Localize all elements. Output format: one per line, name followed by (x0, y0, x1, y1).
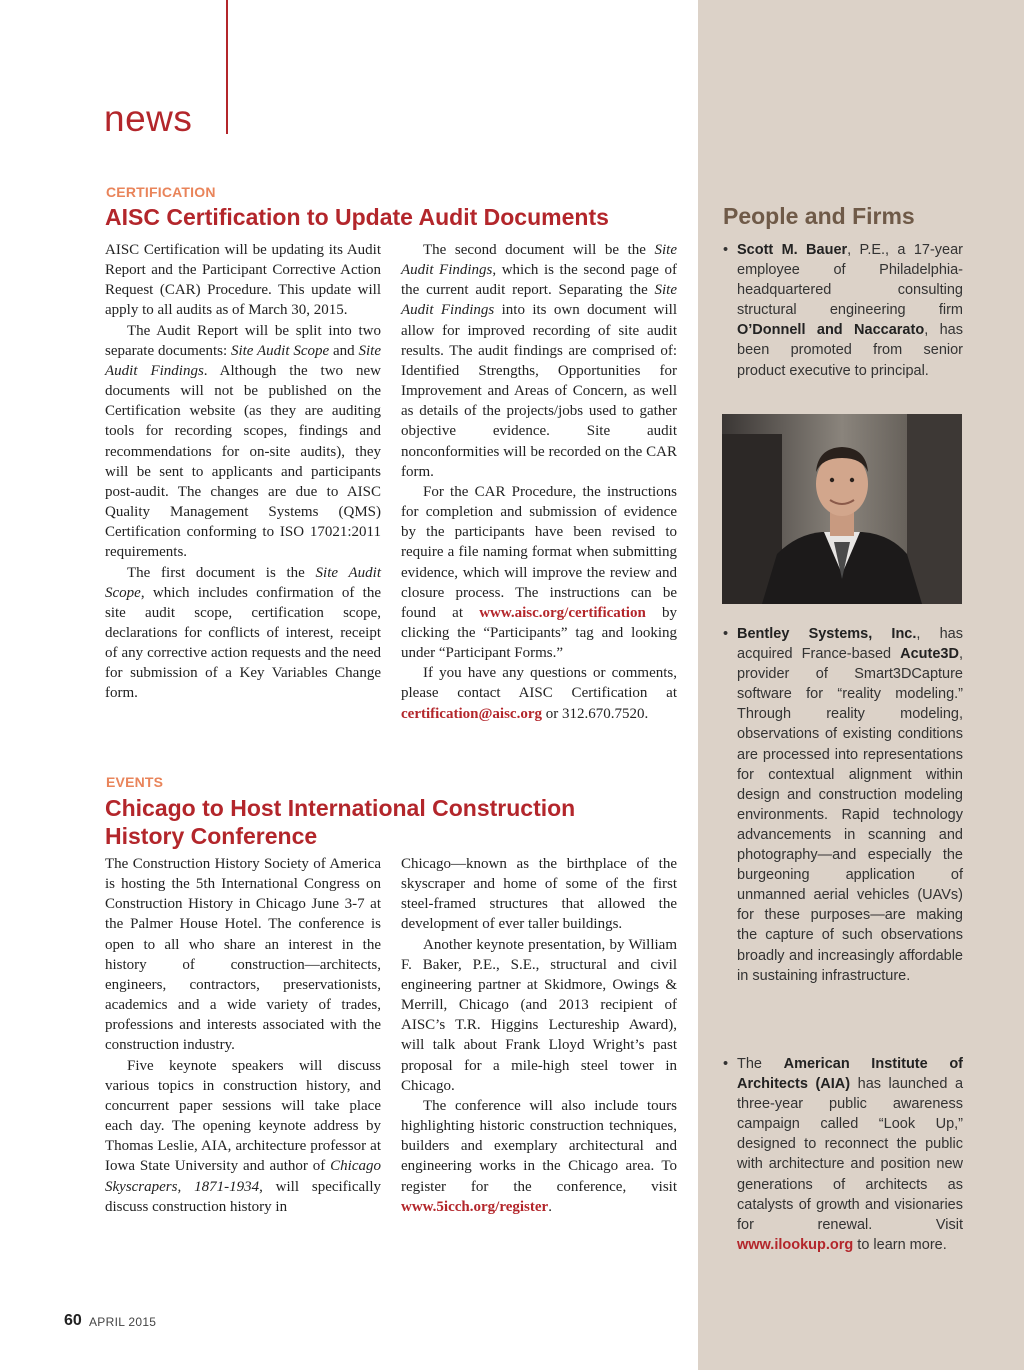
certification-link[interactable]: www.aisc.org/certification (479, 604, 646, 621)
ilookup-link[interactable]: www.ilookup.org (737, 1236, 854, 1253)
article2-headline (105, 794, 575, 850)
header-rule (226, 0, 228, 134)
paragraph: The first document is the Site Audit Scope, which includes confirmation of the site audit scope, certification scope, declarations for conflicts of interest, receipt of any corrective action requests and the need for submission of a Key Variables Change form. (105, 564, 381, 702)
article2-kicker: EVENTS (106, 774, 164, 790)
paragraph: Another keynote presentation, by William F. Baker, P.E., S.E., structural and civil engineering partner at Skidmore, Owings & Merrill, Chicago (and 2013 recipient of AISC’s T.R. Higgins Lectureship Award), will talk about Frank Lloyd Wright’s past proposal for a mile-high steel tower in Chicago. (401, 936, 677, 1094)
paragraph: For the CAR Procedure, the instructions for completion and submission of evidence by the participants have been revised to require a file naming format when submitting evidence, which will improve the review and closure process. The instructions can be found at www.aisc.org/certification by clicking the “Participants” tag and looking under “Participant Forms.” (401, 483, 677, 662)
paragraph: Five keynote speakers will discuss various topics in construction history, and concurrent paper sessions will take place each day. The opening keynote address by Thomas Leslie, AIA, architecture professor at Iowa State University and author of Chicago Skyscrapers, 1871-1934, will specifically discuss construction history in (105, 1057, 381, 1215)
article2-column-1 (105, 854, 381, 1217)
portrait-photo (722, 414, 962, 604)
paragraph: The Audit Report will be split into two separate documents: Site Audit Scope and Site Audit Findings. Although the two new documents will not be published on the Certification website (as they are auditing tools for recording scopes, findings and recommendations for on-site audits), they will be sent to applicants and participants post-audit. The changes are due to AISC Quality Management Systems (QMS) Certification conforming to ISO 17021:2011 requirements. (105, 322, 382, 561)
article1-column-2 (401, 240, 677, 724)
section-label: news (104, 98, 193, 139)
people-and-firms-title: People and Firms (723, 203, 915, 229)
article1-column-1 (105, 240, 381, 704)
paragraph: AISC Certification will be updating its Audit Report and the Participant Corrective Action Request (CAR) Procedure. This update will apply to all audits as of March 30, 2015. (105, 242, 381, 319)
register-link[interactable]: www.5icch.org/register (401, 1198, 549, 1215)
article1-kicker: CERTIFICATION (106, 184, 216, 200)
people-item: • The American Institute of Architects (AIA) has launched a three-year public awareness campaign called “Look Up,” designed to reconnect the public with architecture and position new generations of architects as catalysts of growth and visionaries for renewal. Visit www.ilookup.org to learn more. (723, 1056, 964, 1253)
page-number: 60 (64, 1312, 82, 1329)
headline-line: Chicago to Host International Construction (105, 795, 576, 821)
certification-email-link[interactable]: certification@aisc.org (401, 705, 542, 722)
bullet: • (723, 242, 729, 258)
paragraph: The Construction History Society of America is hosting the 5th International Congress on Construction History in Chicago June 3-7 at the Palmer House Hotel. The conference is open to all who share an interest in the history of construction—architects, engineers, contractors, preservationists, academics and a wide variety of trades, professions and interests associated with the construction industry. (105, 856, 381, 1054)
issue-date: APRIL 2015 (89, 1315, 157, 1329)
portrait-image (722, 414, 962, 604)
paragraph: If you have any questions or comments, please contact AISC Certification at certification@aisc.org or 312.670.7520. (401, 665, 677, 722)
people-item: • Scott M. Bauer, P.E., a 17-year employee of Philadelphia-headquartered consulting structural engineering firm O’Donnell and Naccarato, has been promoted from senior product executive to principal. (723, 242, 964, 379)
bullet: • (723, 1056, 729, 1072)
paragraph: The conference will also include tours highlighting historic construction techniques, builders and exemplary architectural and engineering works in the Chicago area. To register for the conference, visit www.5icch.org/register. (401, 1097, 677, 1215)
article1-headline: AISC Certification to Update Audit Documents (105, 204, 609, 230)
article2-column-2 (401, 854, 677, 1217)
paragraph: The second document will be the Site Audit Findings, which is the second page of the current audit report. Separating the Site Audit Findings into its own document will allow for improved recording of site audit results. The audit findings are comprised of: Identified Strengths, Opportunities for Improvement and Areas of Concern, as well as details of the projects/jobs used to gather objective evidence. Site audit nonconformities will be recorded on the CAR form. (401, 242, 677, 480)
bullet: • (723, 626, 729, 642)
headline-line: History Conference (105, 823, 318, 849)
paragraph: Chicago—known as the birthplace of the skyscraper and home of some of the first steel-framed structures that allowed the development of ever taller buildings. (401, 856, 677, 933)
people-item: • Bentley Systems, Inc., has acquired France-based Acute3D, provider of Smart3DCapture software for “reality modeling.” Through reality modeling, observations of existing conditions are processed into representations for contextual alignment within design and construction modeling environments. Rapid technology advancements in scanning and photography—and especially the burgeoning application of unmanned aerial vehicles (UAVs) for these purposes—are making the capture of such observations broadly and increasingly affordable in sustaining infrastructure. (723, 626, 963, 984)
